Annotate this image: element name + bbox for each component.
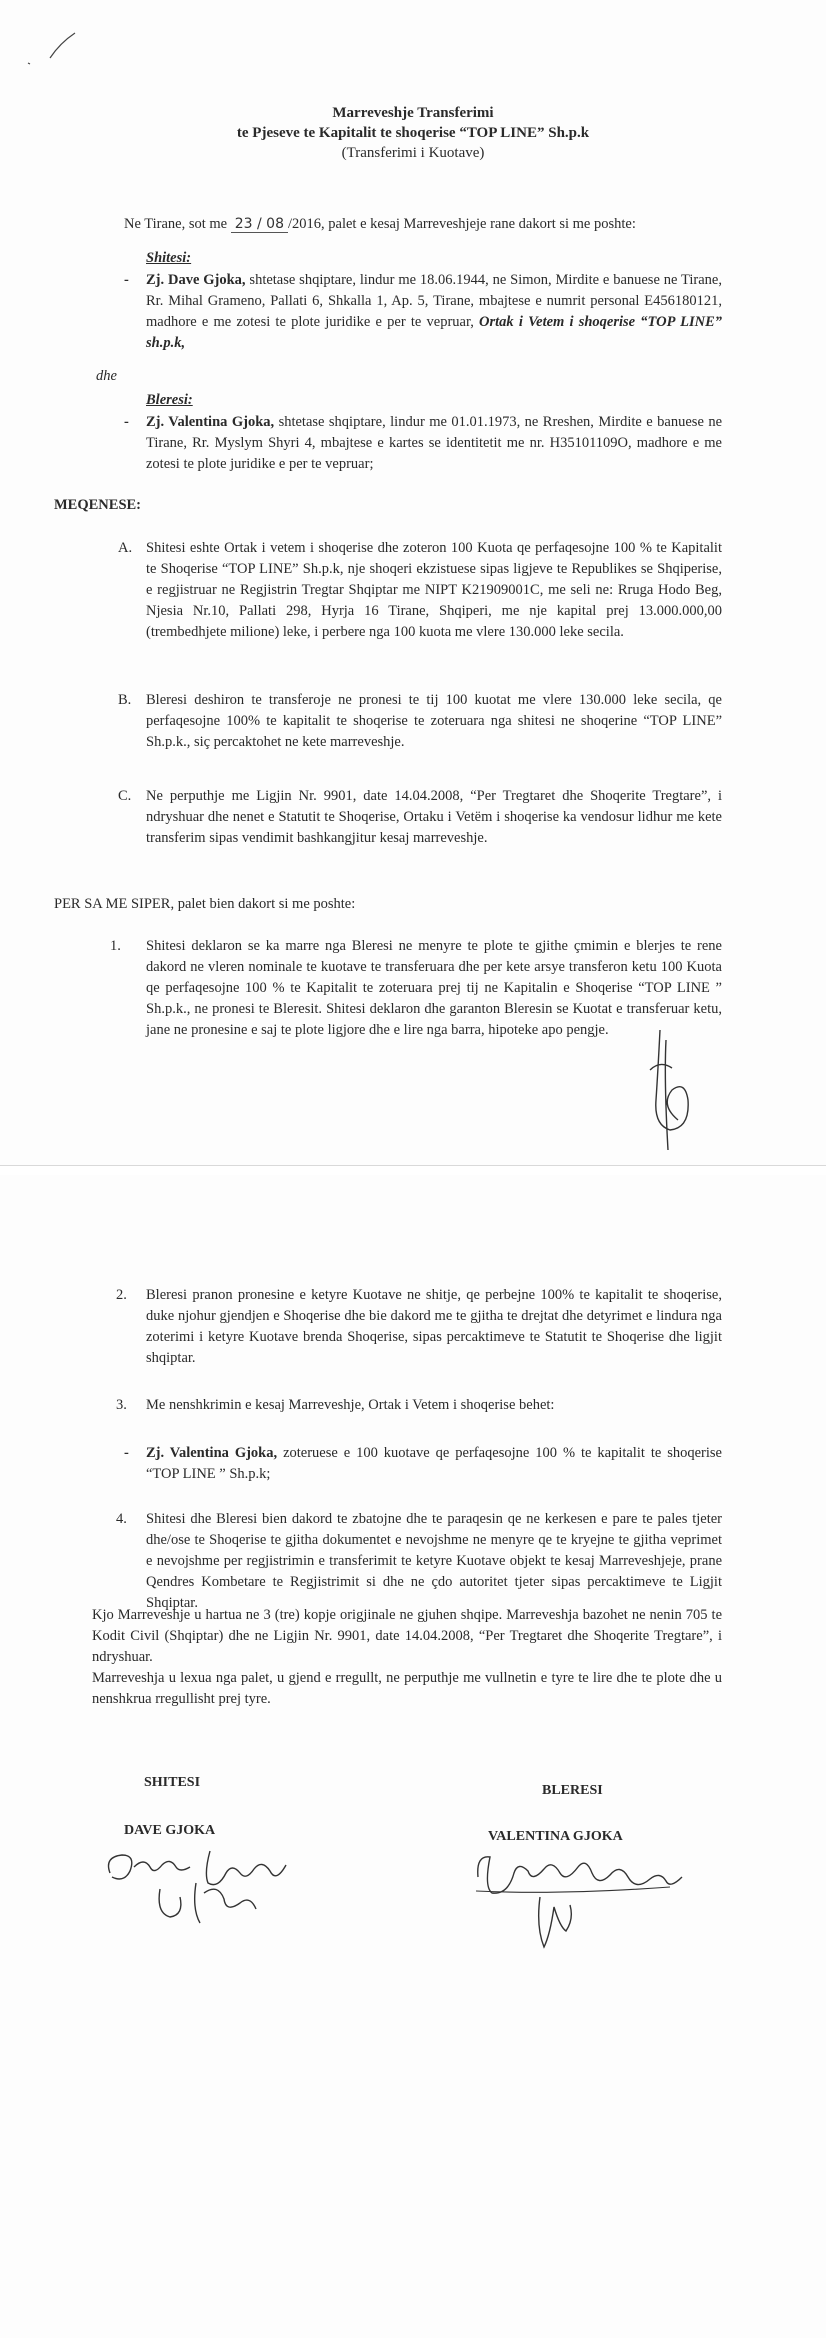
- and-word: dhe: [96, 368, 117, 384]
- buyer-dash: -: [124, 414, 129, 430]
- buyer-paragraph: Zj. Valentina Gjoka, shtetase shqiptare, lindur me 01.01.1973, ne Rreshen, Mirdite e banuese ne Tirane, Rr. Myslym Shyri 4, mbajtese e kartes se identitetit me nr. H35101109O, madhore e me zotesi te plote juridike e per te vepruar;: [146, 414, 723, 472]
- seller-name: DAVE GJOKA: [124, 1823, 216, 1838]
- whereas-item-c: Ne perputhje me Ligjin Nr. 9901, date 14.04.2008, “Per Tregtaret dhe Shoqerite Tregtare”, i ndryshuar dhe nenet e Statutit te Shoqerise, Ortaku i Vetëm i shoqerise ka vendosur lidhur me kete transferim sipas vendimit bashkangjitur kesaj marreveshje.: [146, 788, 722, 846]
- seller-role: Ortak i Vetem i shoqerise “TOP LINE” sh.p.k,: [146, 314, 722, 351]
- seller-handwritten-signature-icon: [100, 1843, 320, 1933]
- whereas-heading: MEQENESE:: [54, 497, 142, 513]
- document-page-2: [0, 1175, 826, 2338]
- closing-paragraph-2: Marreveshja u lexua nga palet, u gjend e rregullt, ne perputhje me vullnetin e tyre te lire dhe te plote dhe u nenshkrua rregullisht prej tyre.: [92, 1670, 722, 1707]
- seller-signature-label: SHITESI: [144, 1775, 201, 1790]
- whereas-letter-b: B.: [118, 692, 132, 708]
- clause-3: Me nenshkrimin e kesaj Marreveshje, Ortak i Vetem i shoqerise behet:: [146, 1397, 555, 1413]
- agreed-intro: PER SA ME SIPER, palet bien dakort si me poshte:: [54, 896, 356, 912]
- intro-line: Ne Tirane, sot me 23 / 08 /2016, palet e kesaj Marreveshjeje rane dakort si me poshte:: [124, 216, 636, 232]
- document-page-1: [0, 0, 826, 1165]
- whereas-item-b: Bleresi deshiron te transferoje ne pronesi te tij 100 kuotat me vlere 130.000 leke secila, qe perfaqesojne 100% te kapitalit te shoqerise te zoteruara nga shitesi ne shoqerine “TOP LINE” Sh.p.k., siç percaktohet ne kete marreveshje.: [146, 692, 722, 750]
- whereas-letter-a: A.: [118, 540, 133, 556]
- clause-2: Bleresi pranon pronesine e ketyre Kuotave ne shitje, qe perbejne 100% te kapitalit te shoqerise, duke njohur gjendjen e Shoqerise dhe bie dakord me te gjitha te drejtat dhe detyrimet e lindura nga zoterimi i ketyre Kuotave brenda Shoqerise, sipas percaktimeve te Statutit te Shoqerise dhe ligjit shqiptar.: [146, 1287, 722, 1366]
- initials-signature-icon: [630, 1010, 710, 1160]
- whereas-letter-c: C.: [118, 788, 132, 804]
- seller-paragraph: Zj. Dave Gjoka, shtetase shqiptare, lindur me 18.06.1944, ne Simon, Mirdite e banuese ne Tirane, Rr. Mihal Grameno, Pallati 6, Shkalla 1, Ap. 5, Tirane, mbajtese e numrit personal E456180121, madhore e me zotesi te plote juridike e per te vepruar, Ortak i Vetem i shoqerise “TOP LINE” sh.p.k,: [146, 272, 722, 351]
- clause-2-number: 2.: [116, 1287, 127, 1303]
- clause-3-number: 3.: [116, 1397, 127, 1413]
- buyer-name: VALENTINA GJOKA: [488, 1829, 623, 1844]
- whereas-item-a: Shitesi eshte Ortak i vetem i shoqerise dhe zoteron 100 Kuota qe perfaqesojne 100 % te Kapitalit te Shoqerise “TOP LINE” Sh.p.k, nje shoqeri ekzistuese sipas ligjeve te Republikes se Shqiperise, e regjistruar ne Regjistrin Tregtar Shqiptar me NIPT K21909001C, me seli ne: Rruga Hodo Beg, Njesia Nr.10, Pallati 298, Hyrja 16 Tirane, Shqiperi, me nje kapital prej 13.000.000,00 (trembedhjete milione) leke, i perbere nga 100 kuota me vlere 130.000 leke secila.: [146, 540, 722, 640]
- pen-mark-icon: [20, 28, 90, 68]
- title-line-2: te Pjeseve te Kapitalit te shoqerise “TOP LINE” Sh.p.k: [236, 125, 590, 141]
- seller-dash: -: [124, 272, 129, 288]
- new-owner-dash: -: [124, 1445, 129, 1461]
- clause-1: Shitesi deklaron se ka marre nga Bleresi ne menyre te plote te gjithe çmimin e blerjes te rene dakord ne vleren nominale te kuotave te transferuara dhe per kete arsye transferon ketu 100 Kuota qe perfaqesojne 100 % te Kapitalit te zoteruara prej tij ne Kapitalin e Shoqerise “TOP LINE ” Sh.p.k., ne pronesi te Bleresit. Shitesi deklaron dhe garanton Bleresin se Kuotat e transferuar ketu, jane ne pronesine e saj te plote ligjore dhe e lire nga barra, hipoteke apo pengje.: [146, 938, 722, 1038]
- title-line-3: (Transferimi i Kuotave): [341, 145, 485, 161]
- clause-4: Shitesi dhe Bleresi bien dakord te zbatojne dhe te paraqesin qe ne kerkesen e pare te pales tjeter dhe/ose te Shoqerise te gjitha dokumentet e nevojshme ne menyre qe te kryejne te gjitha veprimet e nevojshme per regjistrimin e transferimit te ketyre Kuotave objekt te kesaj Marreveshjeje, prane Qendres Kombetare te Regjistrimit si dhe ne çdo autoritet tjeter sipas percaktimeve te Ligjit Shqiptar.: [146, 1511, 722, 1611]
- closing-paragraph-1: Kjo Marreveshje u hartua ne 3 (tre) kopje origjinale ne gjuhen shqipe. Marreveshja bazohet ne nenin 705 te Kodit Civil (Shqiptar) dhe ne Ligjin Nr. 9901, date 14.04.2008, “Per Tregtaret dhe Shoqerite Tregtare”, i ndryshuar.: [92, 1607, 722, 1665]
- buyer-handwritten-signature-icon: [470, 1847, 700, 1957]
- handwritten-date: 23 / 08: [231, 216, 288, 233]
- clause-4-number: 4.: [116, 1511, 127, 1527]
- new-owner-paragraph: Zj. Valentina Gjoka, zoteruese e 100 kuotave qe perfaqesojne 100 % te kapitalit te shoqerise “TOP LINE ” Sh.p.k;: [146, 1445, 722, 1482]
- clause-1-number: 1.: [110, 938, 121, 954]
- buyer-signature-label: BLERESI: [542, 1783, 603, 1798]
- seller-heading: Shitesi:: [146, 250, 192, 266]
- buyer-heading: Bleresi:: [146, 392, 193, 408]
- title-line-1: Marreveshje Transferimi: [332, 105, 494, 121]
